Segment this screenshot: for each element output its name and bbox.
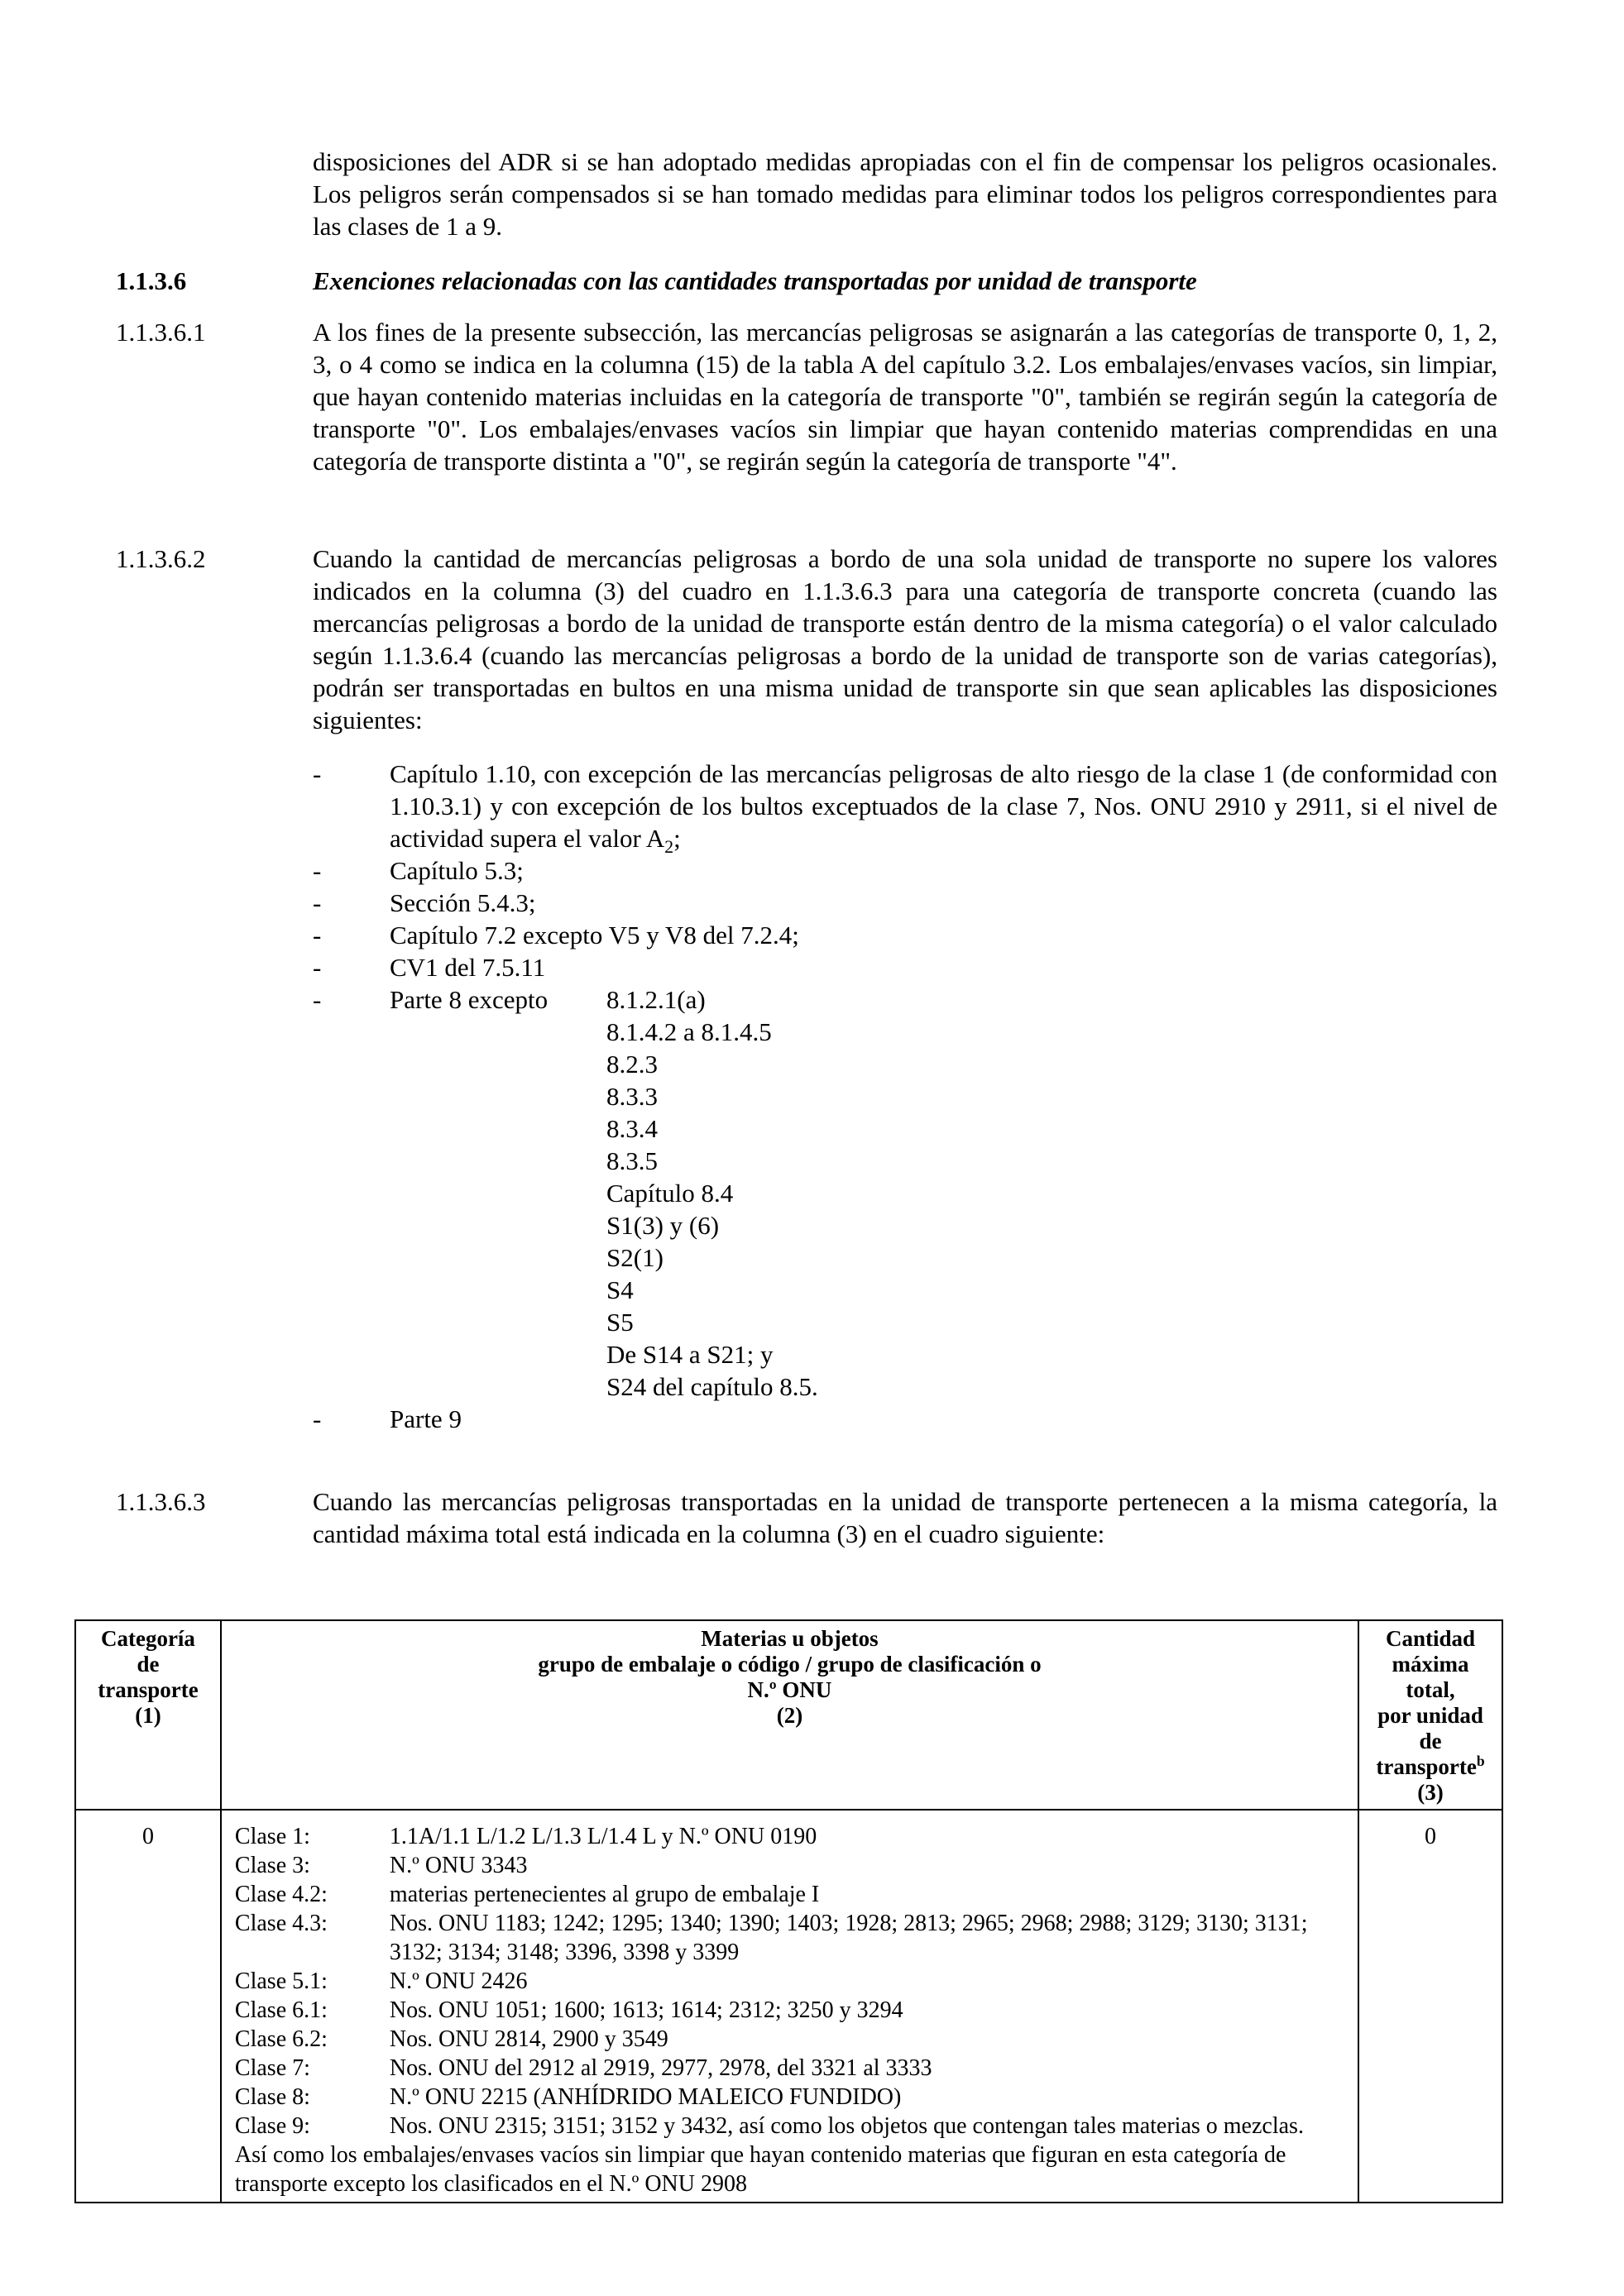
class-text: Nos. ONU 2814, 2900 y 3549 bbox=[389, 2026, 668, 2052]
paragraph-number: 1.1.3.6.3 bbox=[116, 1487, 206, 1516]
class-label: Clase 5.1: bbox=[234, 1968, 328, 1994]
intro-paragraph: disposiciones del ADR si se han adoptado medidas apropiadas con el fin de compensar los peligros ocasionales. Los peligros serán compensados si se han tomado medidas para eliminar todos los peligros correspondientes para las clases de 1 a 9. bbox=[313, 147, 1497, 241]
exception-ref: S5 bbox=[606, 1308, 634, 1337]
list-dash: - bbox=[313, 759, 322, 788]
class-row bbox=[235, 1909, 1344, 1967]
list-item bbox=[313, 758, 1497, 858]
class-row bbox=[235, 2054, 1344, 2083]
cell-category: 0 bbox=[75, 1810, 221, 2203]
section-title: Exenciones relacionadas con las cantidades transportadas por unidad de transporte bbox=[313, 266, 1197, 295]
class-text: Nos. ONU 1183; 1242; 1295; 1340; 1390; 1403; 1928; 2813; 2965; 2968; 2988; 3129; 3130; 3131; 3132; 3134; 3148; 3396, 3398 y 3399 bbox=[389, 1911, 1308, 1965]
paragraph-number: 1.1.3.6.2 bbox=[116, 544, 206, 573]
list-dash: - bbox=[313, 953, 322, 982]
list-item-text: CV1 del 7.5.11 bbox=[390, 953, 546, 982]
class-label: Clase 3: bbox=[234, 1853, 310, 1878]
paragraph-1-1-3-6-2: Cuando la cantidad de mercancías peligrosas a bordo de una sola unidad de transporte no supere los valores indicados en la columna (3) del cuadro en 1.1.3.6.3 para una categoría de transporte concreta (cuando las mercancías peligrosas a bordo de la unidad de transporte están dentro de la misma categoría) o el valor calculado según 1.1.3.6.4 (cuando las mercancías peligrosas a bordo de la unidad de transporte son de varias categorías), podrán ser transportadas en bultos en una misma unidad de transporte sin que sean aplicables las disposiciones siguientes: bbox=[313, 544, 1497, 734]
class-text: Nos. ONU 1051; 1600; 1613; 1614; 2312; 3250 y 3294 bbox=[389, 1997, 903, 2023]
class-label: Clase 6.2: bbox=[234, 2026, 328, 2052]
parte-8-label: Parte 8 excepto bbox=[390, 985, 549, 1014]
exception-ref: De S14 a S21; y bbox=[606, 1340, 774, 1369]
list-item bbox=[313, 919, 1497, 951]
cell-max-quantity: 0 bbox=[1358, 1810, 1502, 2203]
header-line: grupo de embalaje o código / grupo de clasificación o bbox=[538, 1652, 1042, 1677]
class-label: Clase 7: bbox=[234, 2055, 310, 2081]
section-number: 1.1.3.6 bbox=[116, 266, 187, 295]
class-row bbox=[235, 1851, 1344, 1880]
class-text: N.º ONU 2426 bbox=[389, 1968, 528, 1994]
exception-ref: S4 bbox=[606, 1275, 634, 1304]
list-dash: - bbox=[313, 1404, 322, 1433]
class-text: 1.1A/1.1 L/1.2 L/1.3 L/1.4 L y N.º ONU 0190 bbox=[389, 1824, 817, 1849]
exception-ref: Capítulo 8.4 bbox=[606, 1179, 734, 1208]
class-row bbox=[235, 1996, 1344, 2025]
class-label: Clase 1: bbox=[234, 1824, 310, 1849]
header-max-quantity bbox=[1358, 1620, 1502, 1810]
footnote-marker: b bbox=[1476, 1753, 1485, 1769]
exception-ref: 8.3.5 bbox=[606, 1146, 658, 1175]
table-note: Así como los embalajes/envases vacíos sin limpiar que hayan contenido materias que figuran en esta categoría de transporte excepto los clasificados en el N.º ONU 2908 bbox=[234, 2142, 1286, 2197]
cell-substances bbox=[221, 1810, 1358, 2203]
header-line: por unidad de bbox=[1377, 1703, 1483, 1753]
exception-ref: S24 del capítulo 8.5. bbox=[606, 1372, 818, 1401]
list-item bbox=[313, 951, 1497, 983]
paragraph-number: 1.1.3.6.1 bbox=[116, 318, 206, 347]
exception-ref: S1(3) y (6) bbox=[606, 1211, 720, 1240]
class-row bbox=[235, 1967, 1344, 1996]
class-label: Clase 4.3: bbox=[234, 1911, 328, 1936]
header-line: Materias u objetos bbox=[701, 1626, 879, 1651]
exception-ref: 8.2.3 bbox=[606, 1050, 658, 1079]
class-text: Nos. ONU 2315; 3151; 3152 y 3432, así como los objetos que contengan tales materias o mezclas. bbox=[389, 2113, 1304, 2139]
exception-ref: 8.3.3 bbox=[606, 1082, 658, 1111]
class-label: Clase 9: bbox=[234, 2113, 310, 2139]
table-row bbox=[75, 1810, 1502, 2203]
header-substances bbox=[221, 1620, 1358, 1810]
class-text: Nos. ONU del 2912 al 2919, 2977, 2978, del 3321 al 3333 bbox=[389, 2055, 932, 2081]
exception-ref: 8.3.4 bbox=[606, 1114, 658, 1143]
header-line: (2) bbox=[776, 1703, 803, 1728]
header-line: (3) bbox=[1417, 1780, 1444, 1805]
header-text: transporte bbox=[1376, 1754, 1477, 1779]
class-label: Clase 8: bbox=[234, 2084, 310, 2110]
table-header-row bbox=[75, 1620, 1502, 1810]
class-text: N.º ONU 3343 bbox=[389, 1853, 528, 1878]
list-dash: - bbox=[313, 888, 322, 917]
exemptions-list bbox=[313, 758, 1497, 1435]
class-row bbox=[235, 1822, 1344, 1851]
list-item-text: Parte 9 bbox=[390, 1404, 462, 1433]
header-line: N.º ONU bbox=[747, 1677, 832, 1702]
header-line: Cantidad bbox=[1385, 1626, 1476, 1651]
list-item bbox=[313, 854, 1497, 887]
list-item-text: Capítulo 5.3; bbox=[390, 856, 524, 885]
class-row bbox=[235, 2025, 1344, 2054]
paragraph-1-1-3-6-3: Cuando las mercancías peligrosas transportadas en la unidad de transporte pertenecen a la misma categoría, la cantidad máxima total está indicada en la columna (3) en el cuadro siguiente: bbox=[313, 1487, 1497, 1548]
list-item-text: Sección 5.4.3; bbox=[390, 888, 536, 917]
header-line: máxima total, bbox=[1392, 1652, 1469, 1702]
list-dash: - bbox=[313, 856, 322, 885]
header-transport-category bbox=[75, 1620, 221, 1810]
parte-8-exceptions bbox=[606, 983, 818, 1403]
list-item bbox=[313, 887, 1497, 919]
exception-ref: 8.1.4.2 a 8.1.4.5 bbox=[606, 1017, 772, 1046]
list-item-text: Capítulo 1.10, con excepción de las mercancías peligrosas de alto riesgo de la clase 1 (de conformidad con 1.10.3.1) y con excepción de los bultos exceptuados de la clase 7, Nos. ONU 2910 y 2911, si el nivel de actividad supera el valor A bbox=[390, 759, 1497, 853]
class-label: Clase 6.1: bbox=[234, 1997, 328, 2023]
list-dash: - bbox=[313, 921, 322, 949]
class-row bbox=[235, 1880, 1344, 1909]
list-item bbox=[313, 1403, 1497, 1435]
paragraph-1-1-3-6-1: A los fines de la presente subsección, las mercancías peligrosas se asignarán a las categorías de transporte 0, 1, 2, 3, o 4 como se indica en la columna (15) de la tabla A del capítulo 3.2. Los embalajes/envases vacíos, sin limpiar, que hayan contenido materias incluidas en la categoría de transporte "0", también se regirán según la categoría de transporte "0". Los embalajes/envases vacíos sin limpiar que hayan contenido materias comprendidas en una categoría de transporte distinta a "0", se regirán según la categoría de transporte "4". bbox=[313, 318, 1497, 476]
class-text: N.º ONU 2215 (ANHÍDRIDO MALEICO FUNDIDO) bbox=[389, 2084, 902, 2110]
header-line: Categoría bbox=[100, 1626, 195, 1651]
header-line: de bbox=[137, 1652, 160, 1677]
class-text: materias pertenecientes al grupo de embalaje I bbox=[389, 1882, 820, 1907]
class-row bbox=[235, 2112, 1344, 2141]
exception-ref: 8.1.2.1(a) bbox=[606, 985, 706, 1014]
transport-category-table bbox=[74, 1619, 1503, 2203]
list-dash: - bbox=[313, 985, 322, 1014]
list-item-text: Capítulo 7.2 excepto V5 y V8 del 7.2.4; bbox=[390, 921, 799, 949]
list-item-parte-8 bbox=[313, 983, 1497, 1403]
subscript: 2 bbox=[664, 837, 674, 858]
exception-ref: S2(1) bbox=[606, 1243, 663, 1272]
list-item-end: ; bbox=[673, 824, 681, 853]
header-line: transporte bbox=[98, 1677, 199, 1702]
class-label: Clase 4.2: bbox=[234, 1882, 328, 1907]
class-row bbox=[235, 2083, 1344, 2112]
header-line bbox=[1366, 1754, 1495, 1780]
header-line: (1) bbox=[135, 1703, 161, 1728]
